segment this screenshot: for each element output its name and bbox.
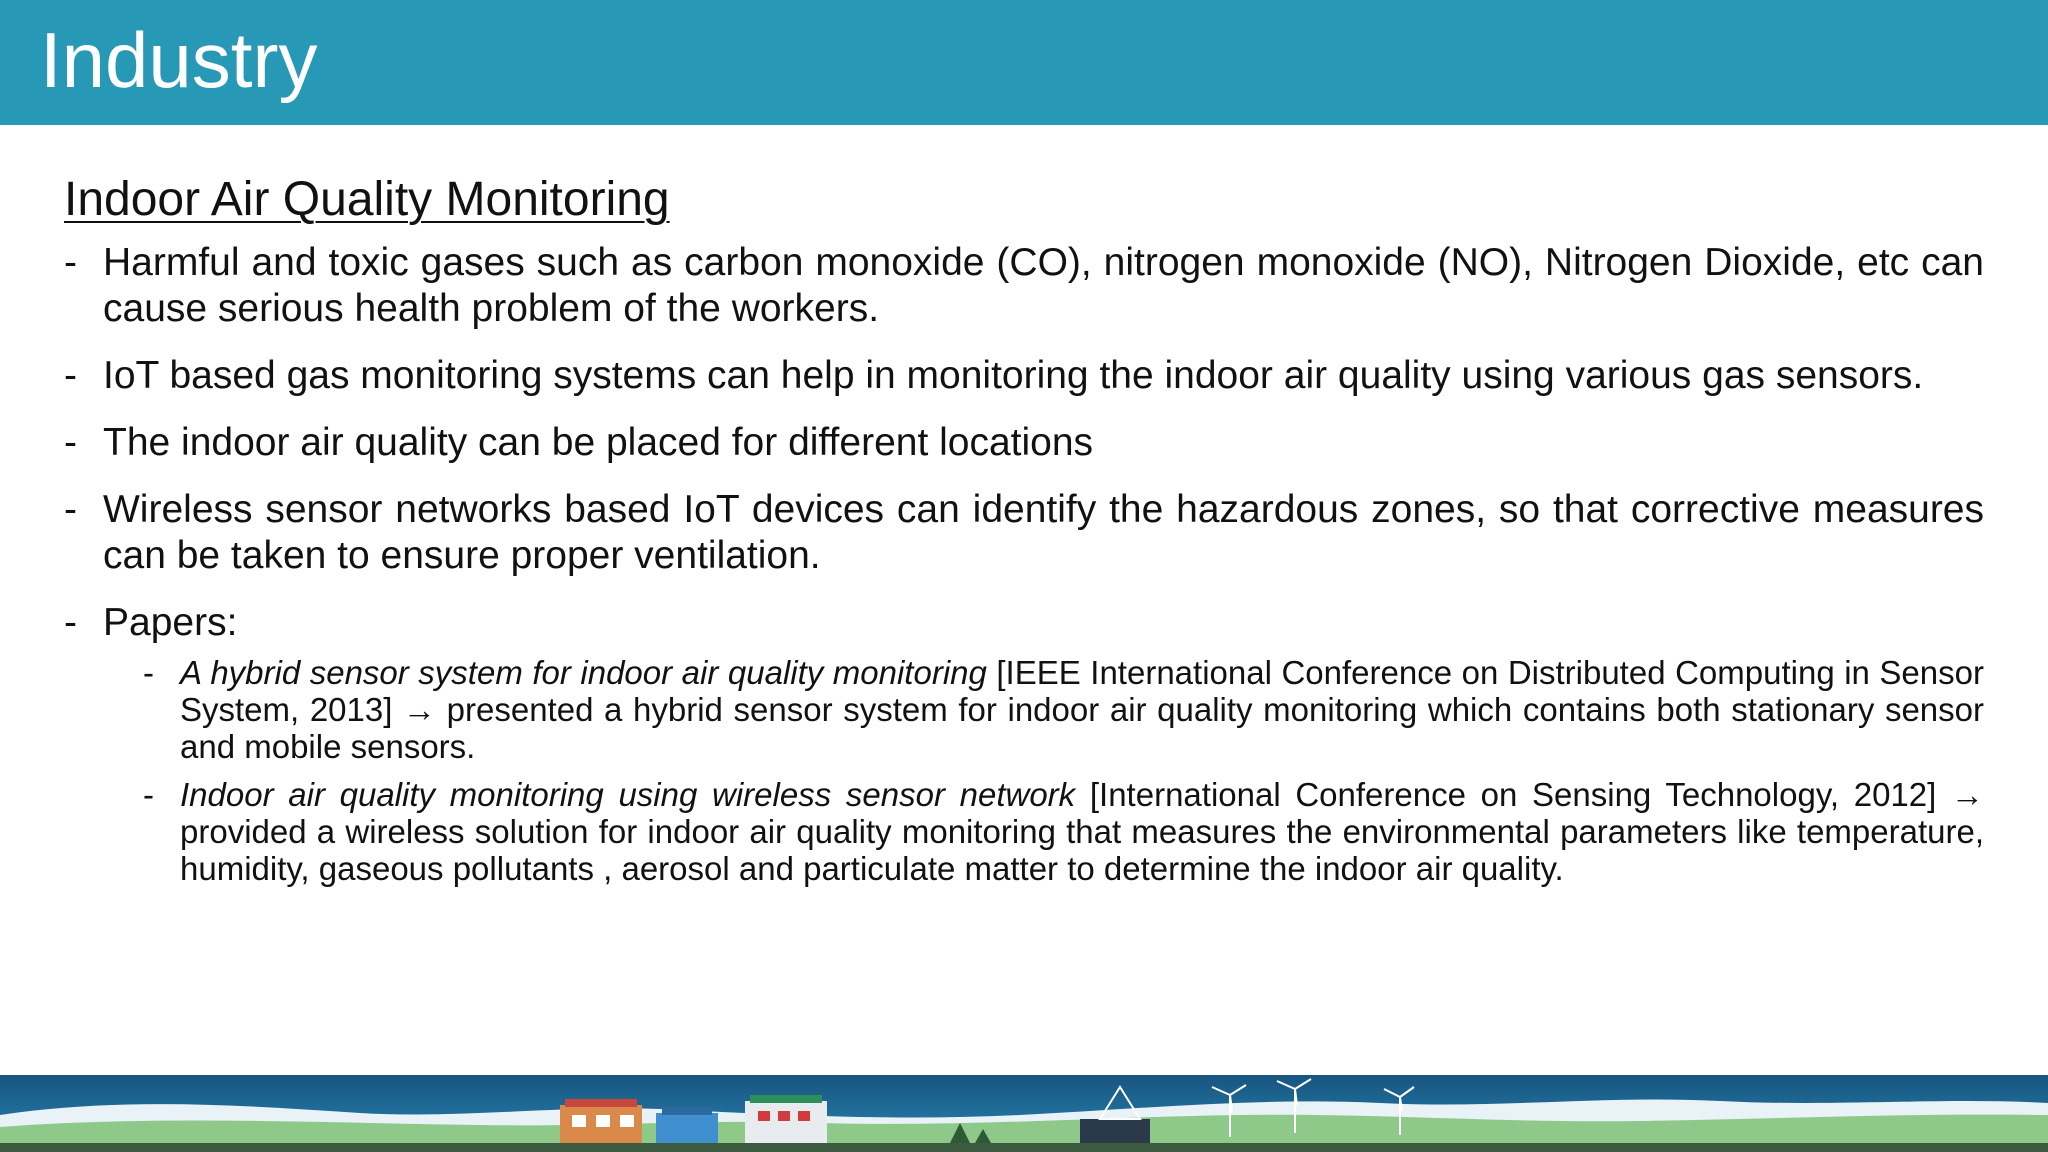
papers-list bbox=[103, 654, 1984, 887]
bullet-marker: - bbox=[64, 241, 77, 284]
bullet-marker: - bbox=[64, 601, 77, 644]
bullet-text: Wireless sensor networks based IoT devices can identify the hazardous zones, so that corrective measures can be taken to ensure proper ventilation. bbox=[103, 488, 1984, 577]
slide-title: Industry bbox=[40, 16, 318, 104]
slide-content bbox=[64, 168, 1984, 908]
bullet-text: Papers: bbox=[103, 601, 238, 644]
sub-bullet-marker: - bbox=[143, 654, 154, 691]
bullet-marker: - bbox=[64, 421, 77, 464]
paper-detail: [International Conference on Sensing Technology, 2012] → provided a wireless solution for indoor air quality monitoring that measures the environmental parameters like temperature, humidity, gaseous pollutants , aerosol and particulate matter to determine the indoor air quality. bbox=[180, 776, 1984, 887]
footer-ground bbox=[0, 1143, 2048, 1152]
bullet-item bbox=[64, 487, 1984, 579]
bullet-item bbox=[64, 353, 1984, 399]
bullet-item bbox=[64, 240, 1984, 332]
paper-detail: [IEEE International Conference on Distributed Computing in Sensor System, 2013] → presented a hybrid sensor system for indoor air quality monitoring which contains both stationary sensor and mobile sensors. bbox=[180, 654, 1984, 765]
bullet-text: Harmful and toxic gases such as carbon monoxide (CO), nitrogen monoxide (NO), Nitrogen Dioxide, etc can cause serious health problem of the workers. bbox=[103, 241, 1984, 330]
paper-item bbox=[143, 654, 1984, 765]
section-heading: Indoor Air Quality Monitoring bbox=[64, 173, 670, 226]
footer-landscape-illustration bbox=[0, 1075, 2048, 1152]
bullet-marker: - bbox=[64, 488, 77, 531]
bullet-text: The indoor air quality can be placed for different locations bbox=[103, 421, 1094, 464]
footer-banner bbox=[0, 1075, 2048, 1152]
bullet-list bbox=[64, 240, 1984, 887]
paper-title: Indoor air quality monitoring using wireless sensor network bbox=[180, 776, 1076, 813]
bullet-text: IoT based gas monitoring systems can help in monitoring the indoor air quality using various gas sensors. bbox=[103, 354, 1924, 397]
bullet-marker: - bbox=[64, 354, 77, 397]
paper-title: A hybrid sensor system for indoor air quality monitoring bbox=[180, 654, 987, 691]
bullet-item-papers bbox=[64, 600, 1984, 887]
sub-bullet-marker: - bbox=[143, 776, 154, 813]
title-bar bbox=[0, 0, 2048, 125]
paper-item bbox=[143, 776, 1984, 887]
bullet-item bbox=[64, 420, 1984, 466]
